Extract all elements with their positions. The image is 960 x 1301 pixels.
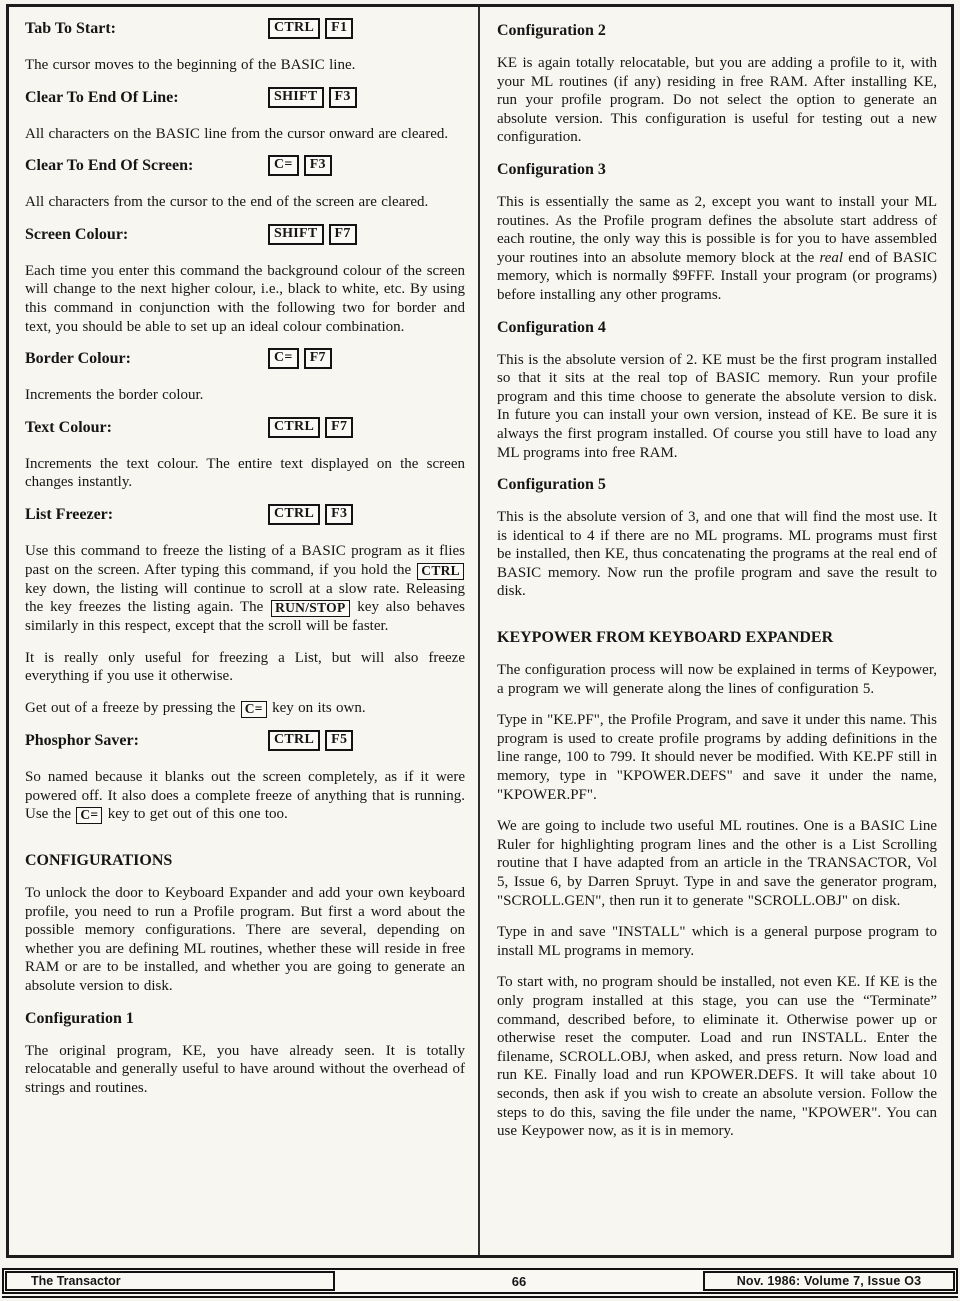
key-badge-f5: F5 [325,730,353,751]
footer-page-number: 66 [511,1273,527,1289]
key-badge-c: C= [268,348,299,369]
key-badge-runstop: RUN/STOP [271,600,349,617]
magazine-page-scan [0,4,960,1301]
command-row [25,19,465,40]
paragraph: To start with, no program should be installed, not even KE. If KE is the only program installed at this stage, you can use the “Terminate” command, described before, to eliminate it. Otherwise power up or otherwise reset the computer. Load and run INSTALL. Enter the filename, SCROLL.OBJ, when asked, and press return. Now load and run KE. Finally load and run KPOWER.DEFS. It will take about 10 seconds, then ask if you wish to create an absolute version. Follow the steps to do this, saving the file under the name, "KPOWER". You can use Keypower now, as it is in memory. [497,974,937,1140]
paragraph: Increments the text colour. The entire text displayed on the screen changes instantly. [25,455,465,491]
command-label: Screen Colour: [25,225,129,243]
key-badge-ctrl: CTRL [268,18,320,39]
paragraph: Type in and save "INSTALL" which is a general purpose program to install ML programs in memory. [497,924,937,959]
paragraph: The cursor moves to the beginning of the BASIC line. [25,57,356,73]
key-badge-f3: F3 [325,504,353,525]
paragraph: The original program, KE, you have already seen. It is totally relocatable and generally useful to have around without the overhead of strings and routines. [25,1042,465,1096]
key-badge-ctrl: CTRL [268,417,320,438]
key-badge-f7: F7 [329,224,357,245]
right-column [480,7,951,1255]
command-row [25,88,465,109]
key-badge-c: C= [241,701,267,718]
key-badge-f3: F3 [304,155,332,176]
command-row [25,349,465,370]
command-row [25,731,465,752]
paragraph: To unlock the door to Keyboard Expander and add your own keyboard profile, you need to run a Profile program. But first a word about the possible memory configurations. There are several, depending on whether you are defining ML routines, whether these will reside in free RAM or are to be installed, and whether you are going to generate an absolute version to disk. [25,885,465,995]
command-label: Text Colour: [25,418,112,436]
section-heading: Configuration 1 [25,1009,134,1027]
section-heading: KEYPOWER FROM KEYBOARD EXPANDER [497,629,834,647]
command-label: Tab To Start: [25,20,116,37]
paragraph: So named because it blanks out the screen completely, as if it were powered off. It also does a complete freeze of anything that is running. Use the C= key to get out of this one too. [25,768,465,823]
key-badge-shift: SHIFT [268,87,324,108]
paragraph: This is the absolute version of 2. KE must be the first program installed so that it sits at the real top of BASIC memory. Run your profile program and this time choose to generate the absolute version to disk. In future you can install your own version, instead of KE. Be sure it is always the first program installed. Of course you still have to load any ML programs into free RAM. [497,351,937,461]
paragraph: Use this command to freeze the listing of a BASIC program as it flies past on the screen. After typing this command, if you hold the CTRL key down, the listing will continue to scroll at a slow rate. Releasing the key freezes the listing again. The RUN/STOP key also behaves similarly in this respect, except that the scroll will be faster. [25,542,465,635]
command-label: Clear To End Of Screen: [25,157,194,175]
paragraph: We are going to include two useful ML routines. One is a BASIC Line Ruler for highlighting program lines and the other is a List Scrolling routine that I have adapted from an article in the TRANSACTOR, Vol 5, Issue 6, by Darren Spruyt. Type in and save the generator program, "SCROLL.GEN", then run it to generate "SCROLL.OBJ" on disk. [497,818,937,909]
key-badge-ctrl: CTRL [268,730,320,751]
footer-underline [2,1296,958,1298]
key-badge-c: C= [76,807,102,824]
key-badge-ctrl: CTRL [268,504,320,525]
command-key-combo [268,87,357,108]
command-row [25,505,465,526]
key-badge-f3: F3 [329,87,357,108]
command-key-combo [268,348,332,369]
key-badge-c: C= [268,155,299,176]
command-key-combo [268,730,353,751]
footer-bar [2,1268,958,1294]
paragraph: All characters on the BASIC line from the cursor onward are cleared. [25,125,449,142]
command-label: Clear To End Of Line: [25,88,179,106]
key-badge-f7: F7 [325,417,353,438]
command-row [25,225,465,246]
paragraph: It is really only useful for freezing a List, but will also freeze everything if you use it otherwise. [25,649,465,685]
article-content-box [6,4,954,1258]
command-label: List Freezer: [25,505,114,523]
paragraph: This is essentially the same as 2, except you want to install your ML routines. As the Profile program defines the absolute start address of each routine, the only way this is possible is for you to have assembled your routines into an absolute memory block at the real end of BASIC memory, which is normally $9FFF. Install your program (or programs) before installing any other programs. [497,193,937,303]
section-heading: CONFIGURATIONS [25,852,173,870]
left-column [9,7,478,1255]
command-row [25,156,465,177]
paragraph: This is the absolute version of 3, and one that will find the most use. It is identical to 4 if there are no ML programs. ML programs must first be installed, then KE, thus concatenating the programs at the real end of BASIC memory. Now run the profile program and save the result to disk. [497,509,937,600]
command-label: Border Colour: [25,350,131,368]
command-label: Phosphor Saver: [25,731,139,749]
command-row [25,418,465,439]
key-badge-f7: F7 [304,348,332,369]
footer-issue-label: Nov. 1986: Volume 7, Issue O3 [703,1271,955,1291]
paragraph: The configuration process will now be explained in terms of Keypower, a program we will generate along the lines of configuration 5. [497,662,937,697]
command-key-combo [268,224,357,245]
command-key-combo [268,18,353,39]
paragraph: All characters from the cursor to the end of the screen are cleared. [25,194,429,211]
paragraph: KE is again totally relocatable, but you are adding a profile to it, with your ML routines (if any) residing in free RAM. After installing KE, run your profile program. Do not select the option to generate an absolute version. This configuration is useful for testing out a new configuration. [497,55,937,146]
key-badge-f1: F1 [325,18,353,39]
paragraph: Increments the border colour. [25,387,204,404]
italic-text: real [819,249,844,266]
paragraph: Get out of a freeze by pressing the C= key on its own. [25,699,366,716]
command-key-combo [268,155,332,176]
footer-magazine-title: The Transactor [5,1271,335,1291]
section-heading: Configuration 5 [497,476,606,494]
paragraph: Type in "KE.PF", the Profile Program, and save it under this name. This program is used to create profile programs by adding definitions in the line range, 100 to 799. It should never be modified. With KE.PF still in memory, type in "KPOWER.DEFS" and save it under the name, "KPOWER.PF". [497,712,937,803]
section-heading: Configuration 3 [497,160,606,178]
paragraph: Each time you enter this command the background colour of the screen will change to the next higher colour, i.e., black to white, etc. By using this command in conjunction with the following two for border and text, you should be able to set up an ideal colour combination. [25,262,465,335]
section-heading: Configuration 2 [497,22,606,39]
key-badge-ctrl: CTRL [417,563,464,580]
section-heading: Configuration 4 [497,318,606,336]
command-key-combo [268,504,353,525]
key-badge-shift: SHIFT [268,224,324,245]
command-key-combo [268,417,353,438]
